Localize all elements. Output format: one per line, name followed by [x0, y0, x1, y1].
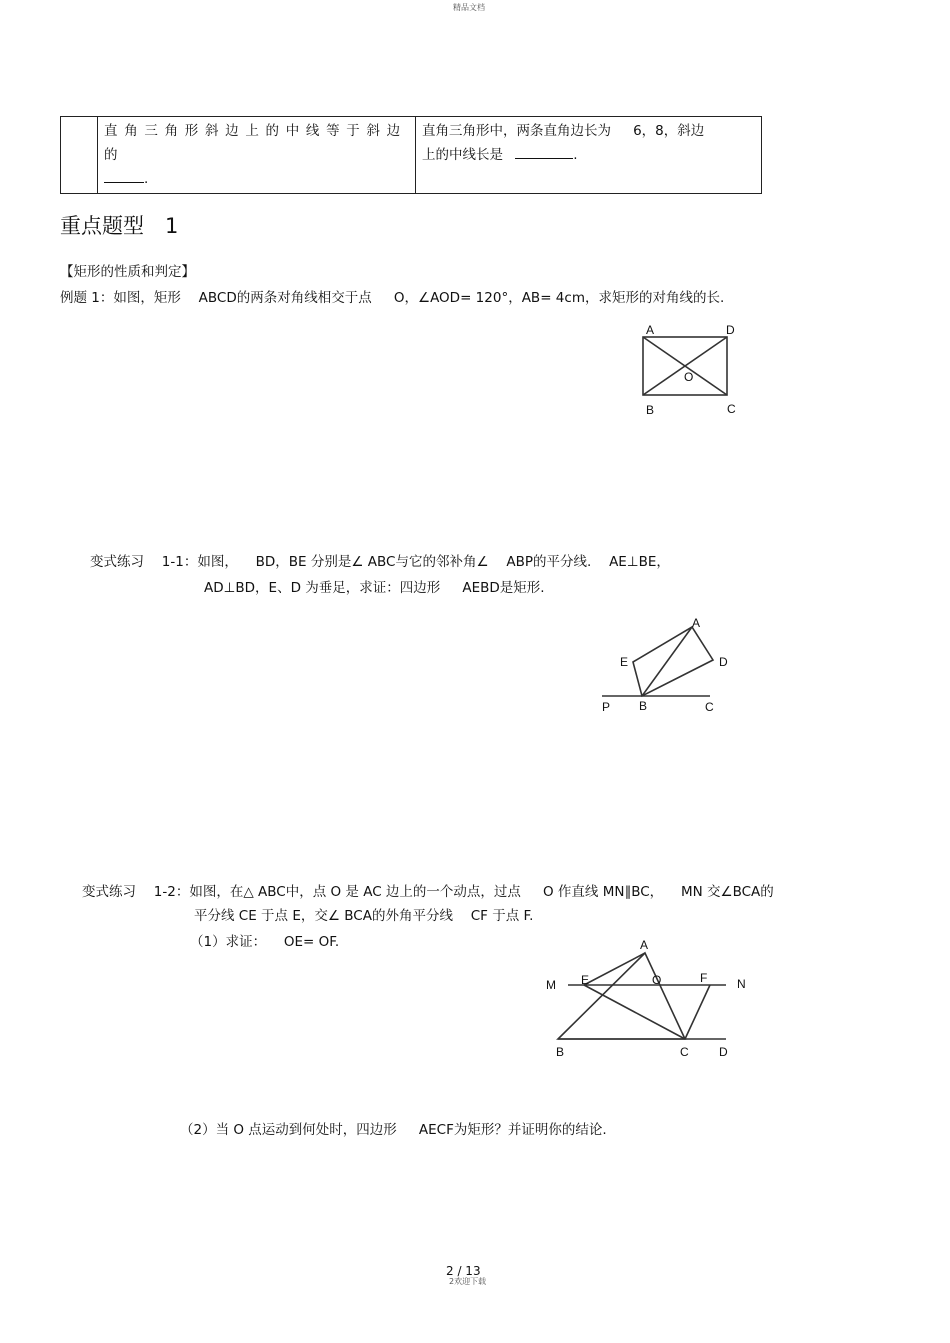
label-m: M	[546, 978, 556, 992]
recap-index-cell	[61, 117, 98, 194]
recap-left-line1: 直 角 三 角 形 斜 边 上 的 中 线 等 于 斜 边 的	[104, 123, 402, 163]
segment-ae	[584, 953, 645, 985]
label-d: D	[726, 323, 735, 337]
segment-ab	[642, 627, 692, 696]
label-e: E	[581, 973, 590, 987]
label-b: B	[639, 699, 648, 713]
variant1-1-line1: 变式练习 1-1：如图， BD，BE 分别是∠ ABC与它的邻补角∠ ABP的平分线. AE⊥BE，	[90, 554, 670, 570]
section-title: 重点题型 1	[60, 214, 179, 238]
label-o: O	[684, 370, 694, 384]
recap-table	[60, 116, 762, 194]
label-n: N	[737, 977, 746, 991]
variant1-1-figure	[595, 612, 728, 722]
answer-blank	[515, 144, 573, 159]
label-d: D	[719, 655, 728, 669]
variant1-2-line1: 变式练习 1-2：如图，在△ ABC中，点 O 是 AC 边上的一个动点，过点 O 作直线 MN∥BC， MN 交∠BCA的	[82, 884, 774, 900]
label-a: A	[692, 616, 701, 630]
quadrilateral-aebd	[633, 627, 713, 696]
variant1-1-line2: AD⊥BD，E、D 为垂足，求证：四边形 AEBD是矩形.	[204, 580, 545, 596]
label-a: A	[640, 938, 649, 952]
recap-right-line1: 直角三角形中，两条直角边长为 6，8，斜边	[422, 123, 705, 139]
recap-left-cell	[98, 117, 416, 194]
label-d: D	[719, 1045, 728, 1059]
variant1-2-figure	[540, 936, 755, 1066]
variant1-2-question2: （2）当 O 点运动到何处时，四边形 AECF为矩形？并证明你的结论.	[180, 1122, 607, 1138]
segment-cf	[685, 985, 710, 1039]
variant1-2-line2: 平分线 CE 于点 E，交∠ BCA的外角平分线 CF 于点 F.	[194, 908, 534, 924]
example1-figure	[630, 318, 750, 423]
page-number: 2 / 13	[446, 1264, 481, 1278]
label-b: B	[556, 1045, 565, 1059]
label-c: C	[705, 700, 714, 714]
label-e: E	[620, 655, 629, 669]
label-c: C	[680, 1045, 689, 1059]
recap-right-suffix: .	[573, 147, 578, 163]
recap-left-suffix: .	[144, 171, 150, 187]
variant1-2-question1: （1）求证： OE= OF.	[190, 934, 340, 950]
label-o: O	[652, 973, 662, 987]
footer-note: 2欢迎下载	[449, 1277, 487, 1286]
label-b: B	[646, 403, 655, 417]
segment-ce	[584, 985, 685, 1039]
recap-right-line2: 上的中线长是	[422, 147, 503, 163]
topic-heading: 【矩形的性质和判定】	[60, 264, 195, 280]
answer-blank	[104, 168, 144, 183]
page-header: 精品文档	[453, 3, 485, 12]
recap-right-cell	[416, 117, 762, 194]
example1-text: 例题 1：如图，矩形 ABCD的两条对角线相交于点 O，∠AOD= 120°，AB= 4cm，求矩形的对角线的长.	[60, 290, 725, 306]
label-a: A	[646, 323, 655, 337]
label-p: P	[602, 700, 611, 714]
label-c: C	[727, 402, 736, 416]
label-f: F	[700, 971, 708, 985]
